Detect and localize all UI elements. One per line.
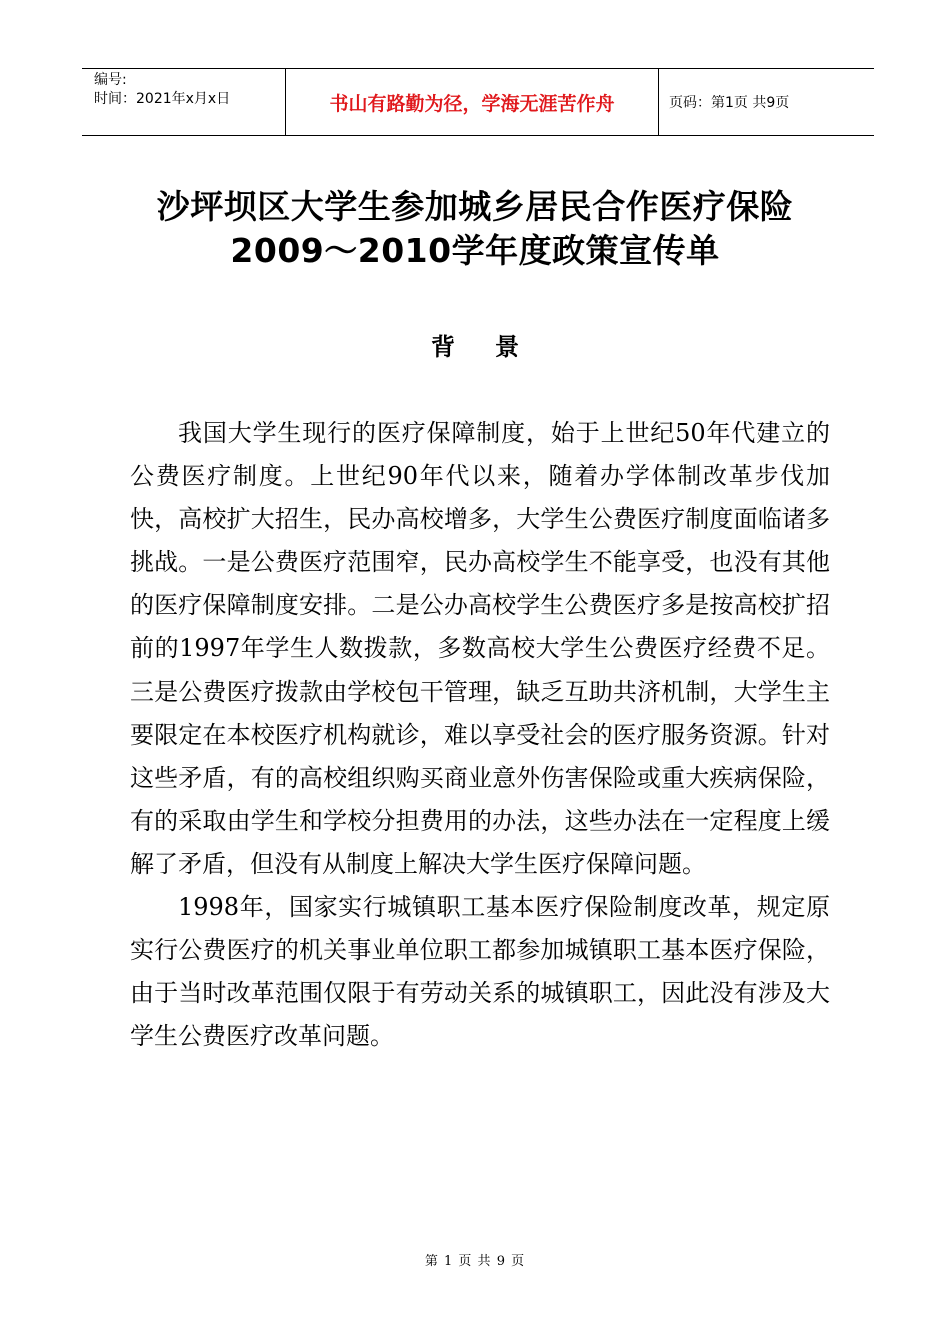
document-title-line1: 沙坪坝区大学生参加城乡居民合作医疗保险 <box>156 187 794 226</box>
header-motto: 书山有路勤为径，学海无涯苦作舟 <box>286 69 659 135</box>
document-header <box>82 68 874 136</box>
document-number: 编号: <box>94 72 127 88</box>
document-body <box>130 412 830 1058</box>
page-footer: 第 1 页 共 9 页 <box>424 1254 526 1269</box>
body-paragraph: 我国大学生现行的医疗保障制度，始于上世纪50年代建立的公费医疗制度。上世纪90年代以来，随着办学体制改革步伐加快，高校扩大招生，民办高校增多，大学生公费医疗制度面临诸多挑战。一是公费医疗范围窄，民办高校学生不能享受，也没有其他的医疗保障制度安排。二是公办高校学生公费医疗多是按高校扩招前的1997年学生人数拨款，多数高校大学生公费医疗经费不足。三是公费医疗拨款由学校包干管理，缺乏互助共济机制，大学生主要限定在本校医疗机构就诊，难以享受社会的医疗服务资源。针对这些矛盾，有的高校组织购买商业意外伤害保险或重大疾病保险，有的采取由学生和学校分担费用的办法，这些办法在一定程度上缓解了矛盾，但没有从制度上解决大学生医疗保障问题。 <box>130 419 830 878</box>
header-page-info: 页码：第1页 共9页 <box>669 95 790 111</box>
document-title-line2: 2009～2010学年度政策宣传单 <box>230 231 720 270</box>
header-meta <box>82 69 286 135</box>
section-heading: 背景 <box>431 333 559 361</box>
body-paragraph: 1998年，国家实行城镇职工基本医疗保险制度改革，规定原实行公费医疗的机关事业单位职工都参加城镇职工基本医疗保险，由于当时改革范围仅限于有劳动关系的城镇职工，因此没有涉及大学生公费医疗改革问题。 <box>130 893 830 1051</box>
document-date: 时间：2021年x月x日 <box>94 91 231 107</box>
